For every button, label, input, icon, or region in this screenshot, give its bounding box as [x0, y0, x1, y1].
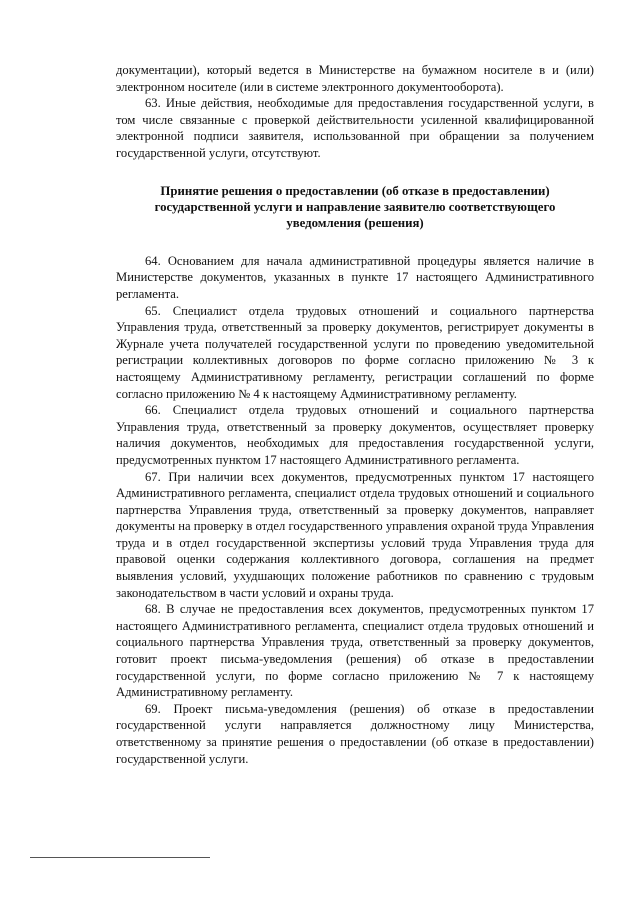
paragraph-65: 65. Специалист отдела трудовых отношений и социального партнерства Управления труда, ответственный за проверку документов, регистрирует документы в Журнале учета получателей государственной услуги по проведению уведомительной регистрации коллективных договоров по форме согласно приложению № 3 к настоящему Административному регламенту, регистрации соглашений по форме согласно приложению № 4 к настоящему Административному регламенту. [116, 303, 594, 401]
paragraph-67: 67. При наличии всех документов, предусмотренных пунктом 17 настоящего Административного регламента, специалист отдела трудовых отношений и социального партнерства Управления труда, ответственный за проверку документов, направляет документы на проверку в отдел государственного управления охраной труда Управления труда и в отдел государственной экспертизы условий труда Управления труда для правовой оценки содержания коллективного договора, соглашения на предмет выявления условий, ухудшающих положение работников по сравнению с трудовым законодательством в части условий и охраны труда. [116, 469, 594, 600]
footnote-divider [30, 857, 210, 858]
paragraph-69: 69. Проект письма-уведомления (решения) об отказе в предоставлении государственной услуги направляется должностному лицу Министерства, ответственному за принятие решения о предоставлении (об отказе в предоставлении) государственной услуги. [116, 701, 594, 766]
paragraph-63: 63. Иные действия, необходимые для предоставления государственной услуги, в том числе связанные с проверкой действительности усиленной квалифицированной электронной подписи заявителя, использованной при обращении за получением государственной услуги, отсутствуют. [116, 96, 594, 160]
document-page [116, 62, 594, 767]
paragraph-66: 66. Специалист отдела трудовых отношений и социального партнерства Управления труда, ответственный за проверку документов, осуществляет проверку наличия документов, необходимых для предоставления государственной услуги, предусмотренных пунктом 17 настоящего Административного регламента. [116, 403, 594, 467]
paragraph-68: 68. В случае не предоставления всех документов, предусмотренных пунктом 17 настоящего Административного регламента, специалист отдела трудовых отношений и социального партнерства Управления труда, ответственный за проверку документов, готовит проект письма-уведомления (решения) об отказе в предоставлении государственной услуги, по форме согласно приложению № 7 к настоящему Административному регламенту. [116, 602, 594, 700]
paragraph-64: 64. Основанием для начала административной процедуры является наличие в Министерстве документов, указанных в пункте 17 настоящего Административного регламента. [116, 253, 594, 301]
section-heading: Принятие решения о предоставлении (об отказе в предоставлении) государственной услуги и направление заявителю соответствующего уведомления (решения) [154, 183, 556, 231]
paragraph-62-continuation: документации), который ведется в Министерстве на бумажном носителе в и (или) электронном носителе (или в системе электронного документооборота). [116, 63, 594, 94]
